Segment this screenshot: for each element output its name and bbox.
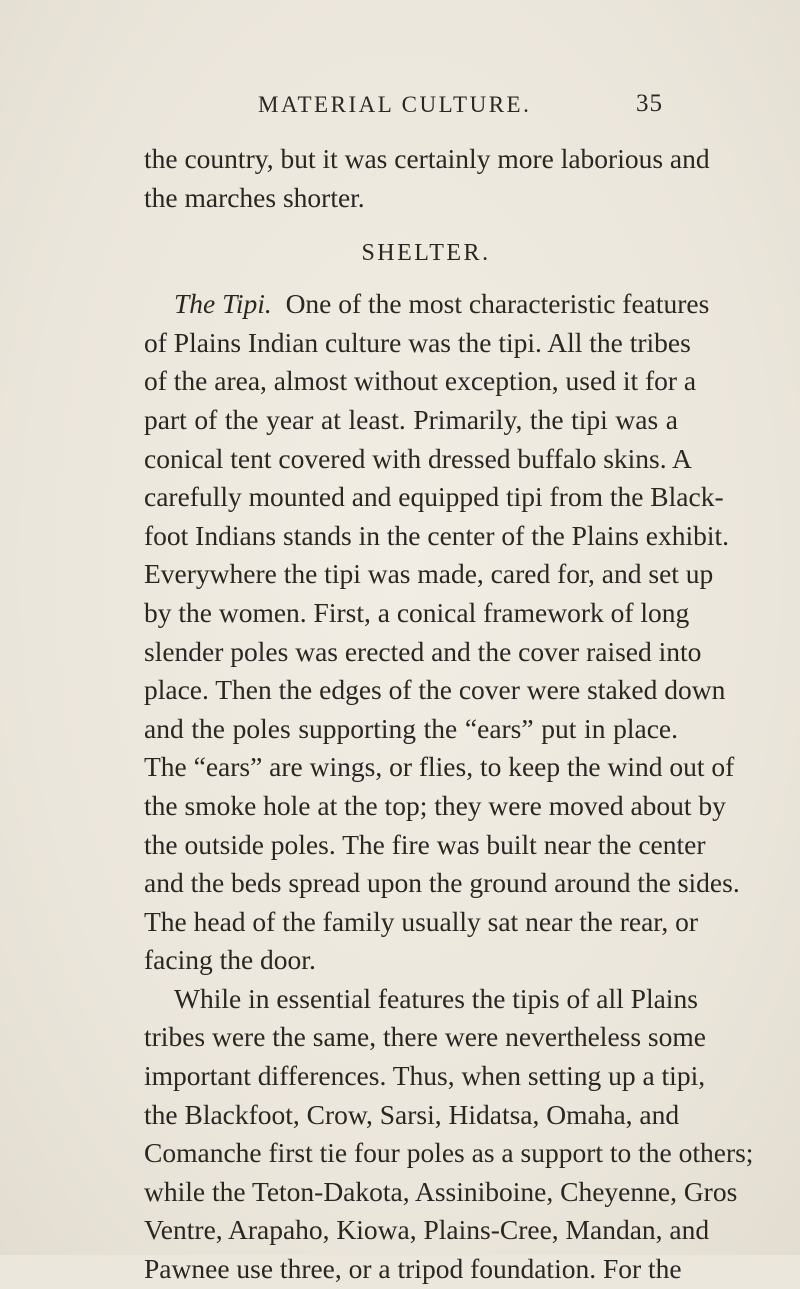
runin-title: The Tipi. [174,288,272,320]
text-line: The head of the family usually sat near the rear, or [144,905,699,937]
text-line: tribes were the same, there were nevertheless some [144,1021,706,1053]
text-line: conical tent covered with dressed buffalo skins. A [144,442,692,474]
continuation-line: the country, but it was certainly more laborious and [144,143,710,174]
text-line: foot Indians stands in the center of the Plains exhibit. [144,519,730,551]
text-line: by the women. First, a conical framework of long [144,596,690,628]
text-line: the outside poles. The fire was built near the center [144,828,706,860]
text-line: important differences. Thus, when setting up a tipi, [144,1060,706,1092]
text-line: of Plains Indian culture was the tipi. All the tribes [144,326,691,358]
page-number: 35 [636,90,663,117]
text-line: facing the door. [144,944,316,976]
running-title: MATERIAL CULTURE. [258,92,532,117]
text-line: part of the year at least. Primarily, the tipi was a [144,403,678,435]
text-line: The “ears” are wings, or flies, to keep the wind out of [144,751,735,783]
text-line: of the area, almost without exception, used it for a [144,365,697,397]
running-head [0,92,800,122]
text-line: and the beds spread upon the ground around the sides. [144,867,740,899]
text-line: slender poles was erected and the cover raised into [144,635,702,667]
text-line: the Blackfoot, Crow, Sarsi, Hidatsa, Omaha, and [144,1098,680,1130]
text-line: place. Then the edges of the cover were staked down [144,674,726,706]
paragraph-first-line [144,285,710,324]
text-line: while the Teton-Dakota, Assiniboine, Cheyenne, Gros [144,1175,738,1207]
body-text [144,140,754,1289]
text-line: Ventre, Arapaho, Kiowa, Plains-Cree, Mandan, and [144,1214,710,1246]
continuation-line: the marches shorter. [144,181,365,213]
text-line: and the poles supporting the “ears” put in place. [144,712,678,744]
text-line: While in essential features the tipis of all Plains [174,982,698,1014]
text-line: Everywhere the tipi was made, cared for, and set up [144,558,714,590]
text-line: carefully mounted and equipped tipi from the Black- [144,481,724,513]
text-line: the smoke hole at the top; they were moved about by [144,789,726,821]
section-heading: SHELTER. [361,240,491,267]
text-line: Comanche first tie four poles as a support to the others; [144,1137,754,1169]
first-line-text: One of the most characteristic features [285,288,710,320]
text-line: Pawnee use three, or a tripod foundation. For the [144,1253,682,1285]
